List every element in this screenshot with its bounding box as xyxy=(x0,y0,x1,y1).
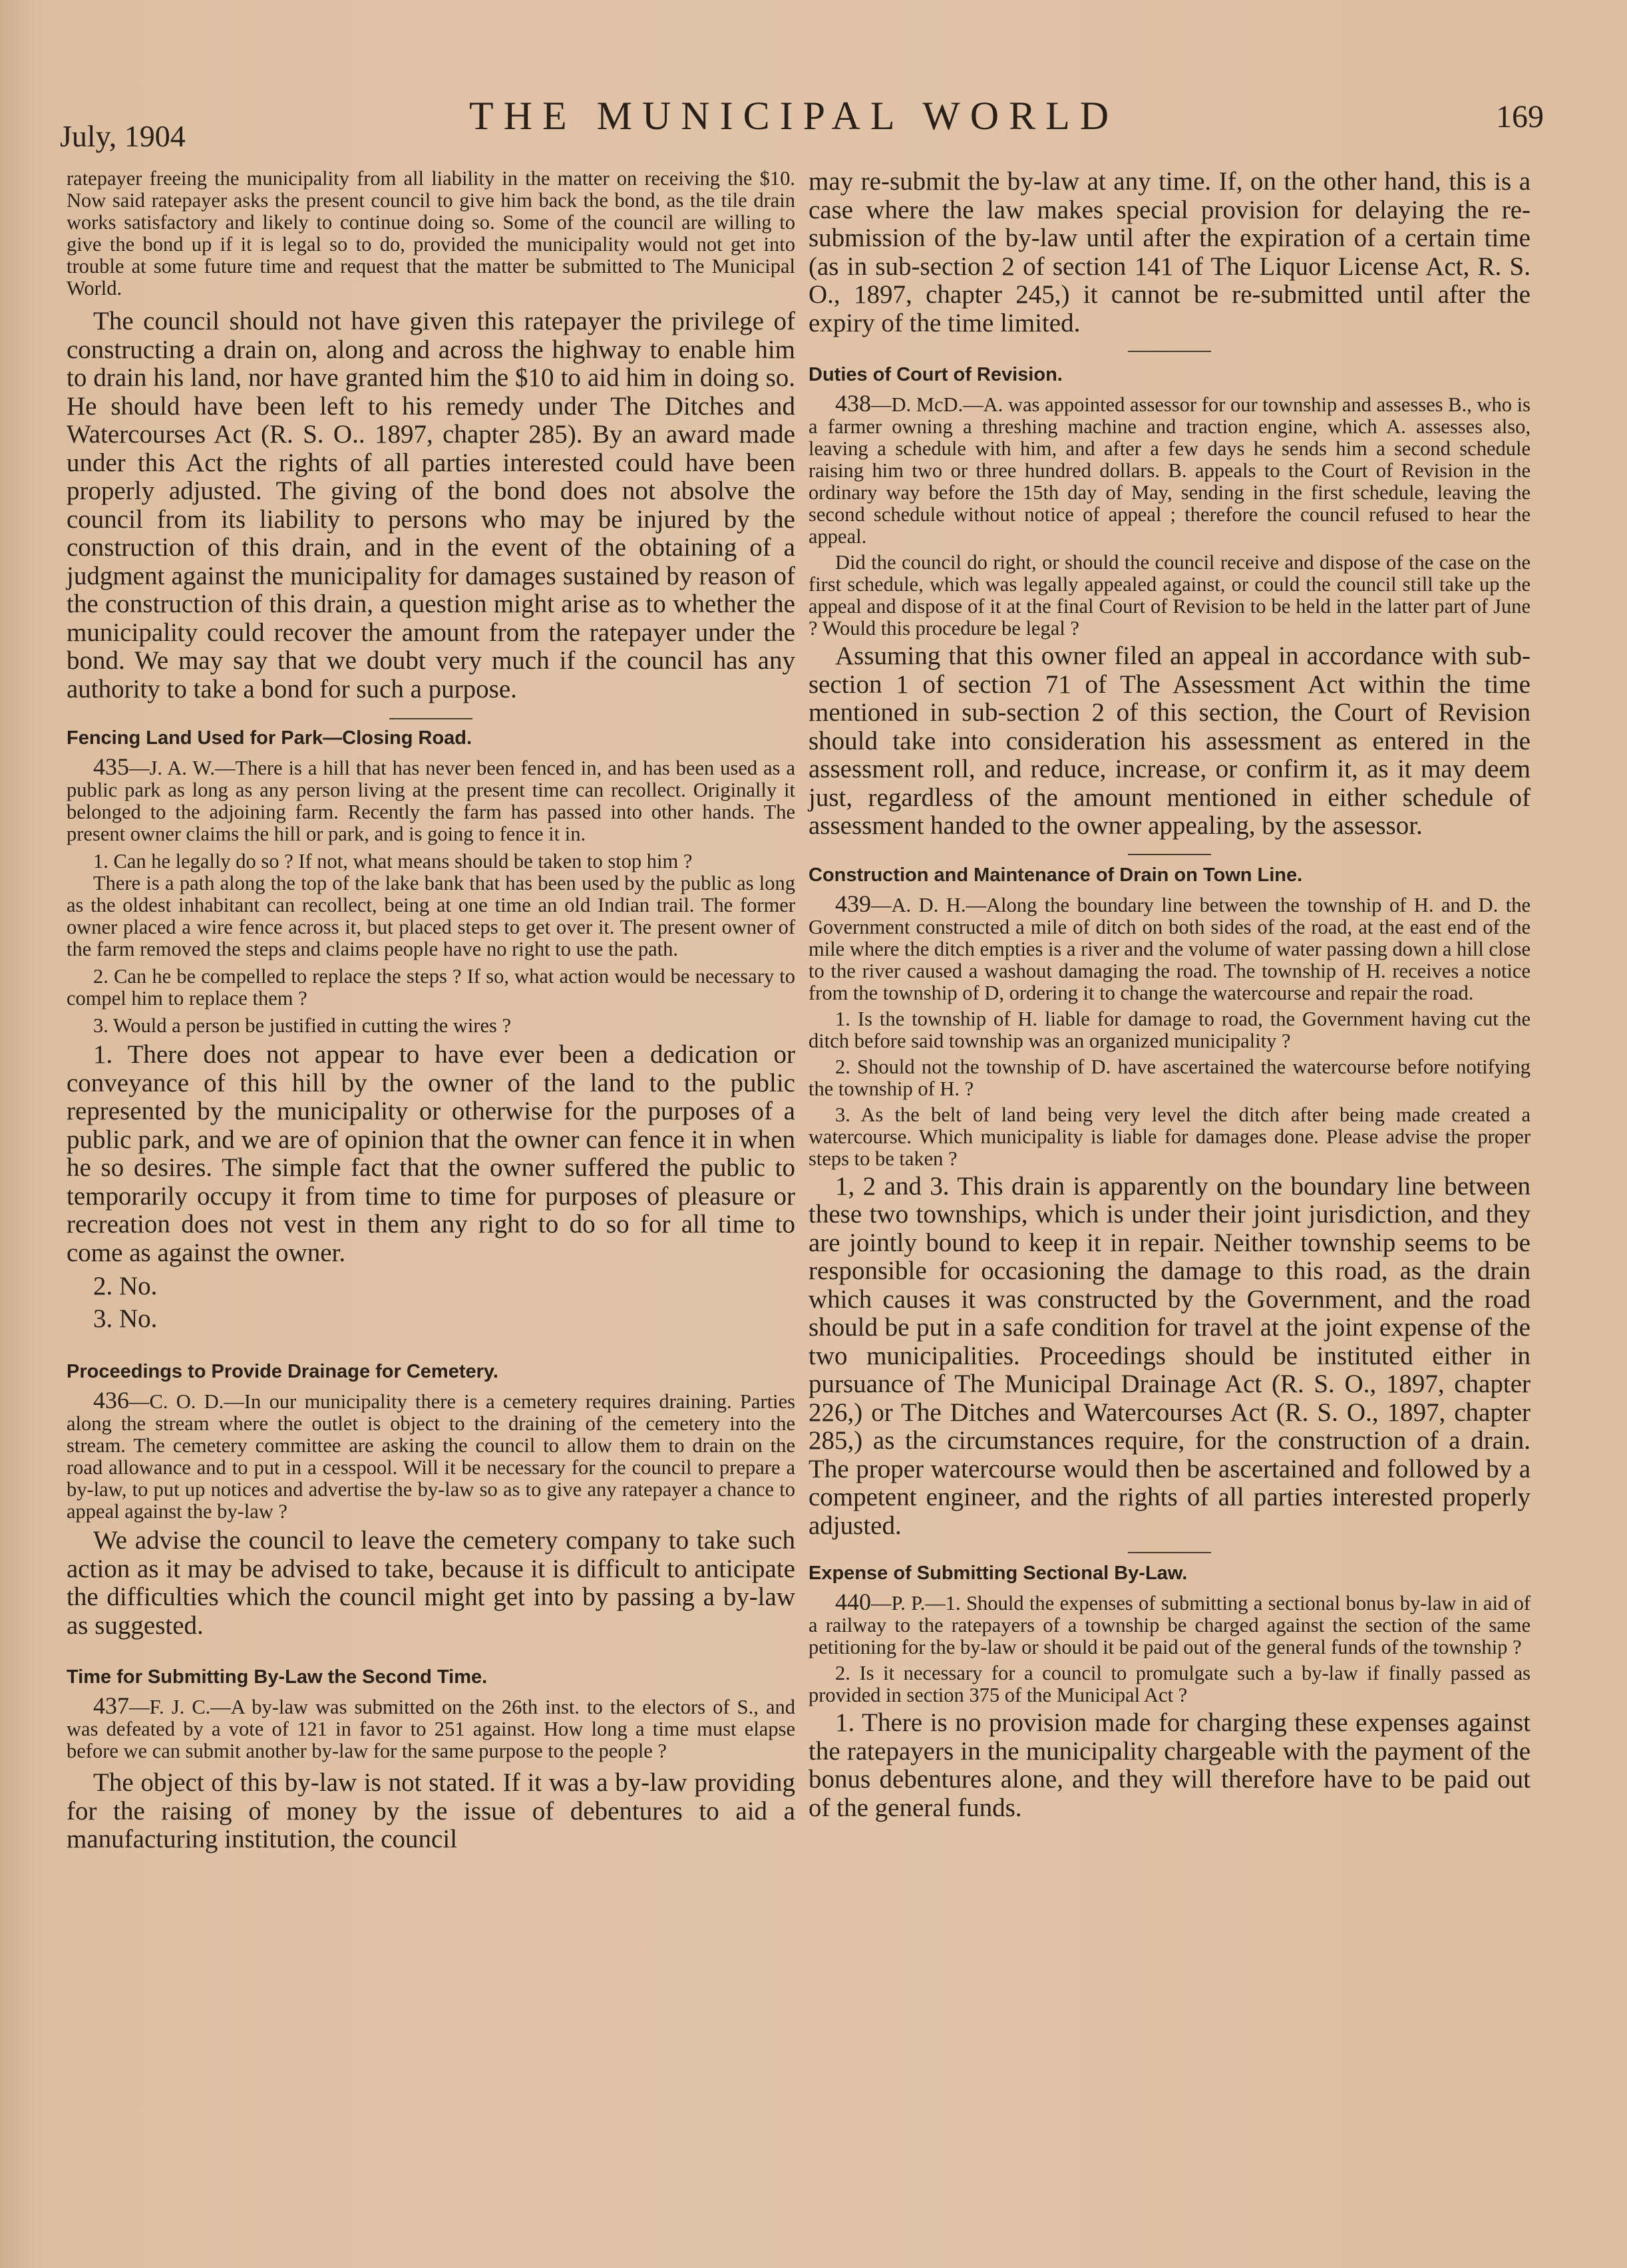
query-435 xyxy=(67,753,795,845)
question-number: 439 xyxy=(835,890,871,917)
query-text: —J. A. W.—There is a hill that has never been fenced in, and has been used as a public park as long as any person living at the present time can recollect. Originally it belonged to the adjoining farm. Recently the farm has passed into other hands. The present owner claims the hill or park, and is going to fence it in. xyxy=(67,757,795,845)
heading-438: Duties of Court of Revision. xyxy=(809,364,1063,385)
intro-answer: The council should not have given this ratepayer the privilege of constructing a drain on, along and across the highway to enable him to drain his land, nor have granted him the $10 to aid him in doing so. He should have been left to his remedy under The Ditches and Watercourses Act (R. S. O.. 1897, chapter 285). By an award made under this Act the rights of all parties interested could have been properly adjusted. The giving of the bond does not absolve the council from its liability to persons who may be injured by the construction of this drain, and in the event of the obtaining of a judgment against the municipality for damages sustained by reason of the construction of this drain, a question might arise as to whether the municipality could recover the amount from the ratepayer under the bond. We may say that we doubt very much if the council has any authority to take a bond for such a purpose. xyxy=(67,307,795,703)
heading-439: Construction and Maintenance of Drain on Town Line. xyxy=(809,864,1303,886)
query-439 xyxy=(809,890,1531,1004)
continued-answer: may re-submit the by-law at any time. If, on the other hand, this is a case where the law makes special provision for delaying the re-submission of the by-law until after the expiration of a certain time (as in sub-section 2 of section 141 of The Liquor License Act, R. S. O., 1897, chapter 245,) it cannot be re-submitted until after the expiry of the time limited. xyxy=(809,167,1531,337)
query-text: —C. O. D.—In our municipality there is a cemetery requires draining. Parties along the stream where the outlet is object to the draining of the cemetery into the stream. The cemetery committee are asking the council to allow them to drain on the road allowance and to put in a cesspool. Will it be necessary for the council to prepare a by-law, to put up notices and advertise the by-law so as to give any ratepayer a chance to appeal against the by-law ? xyxy=(67,1390,795,1523)
query-439-3: 3. As the belt of land being very level the ditch after being made created a watercourse. Which municipality is liable for damages done. Please advise the proper steps to be taken ? xyxy=(809,1103,1531,1170)
heading-440: Expense of Submitting Sectional By-Law. xyxy=(809,1563,1188,1584)
query-435-2: 2. Can he be compelled to replace the steps ? If so, what action would be necessary to compel him to replace them ? xyxy=(67,965,795,1010)
query-439-2: 2. Should not the township of D. have ascertained the watercourse before notifying the township of H. ? xyxy=(809,1055,1531,1100)
heading-437: Time for Submitting By-Law the Second Time. xyxy=(67,1666,488,1688)
query-text: —P. P.—1. Should the expenses of submitting a sectional bonus by-law in aid of a railway to the ratepayers of a township be charged against the section of the same petitioning for the by-law or should it be paid out of the general funds of the township ? xyxy=(809,1592,1531,1658)
answer-437: The object of this by-law is not stated. If it was a by-law providing for the raising of money by the issue of debentures to aid a manufacturing institution, the council xyxy=(67,1768,795,1853)
query-439-1: 1. Is the township of H. liable for damage to road, the Government having cut the ditch before said township was an organized municipality ? xyxy=(809,1007,1531,1052)
query-438-2: Did the council do right, or should the council receive and dispose of the case on the first schedule, which was legally appealed against, or could the council still take up the appeal and dispose of it at the final Court of Revision to be held in the latter part of June ? Would this procedure be legal ? xyxy=(809,551,1531,640)
heading-436: Proceedings to Provide Drainage for Cemetery. xyxy=(67,1361,498,1382)
answer-440: 1. There is no provision made for charging these expenses against the ratepayers in the municipality chargeable with the payment of the bonus debentures alone, and they will therefore have to be paid out of the general funds. xyxy=(809,1708,1531,1822)
query-text: —A. D. H.—Along the boundary line between the township of H. and D. the Government constructed a mile of ditch on both sides of the road, at the east end of the mile where the ditch empties is a river and the volume of water passing down a hill close to the river caused a washout damaging the road. The township of H. receives a notice from the township of D, ordering it to change the watercourse and repair the road. xyxy=(809,893,1531,1004)
answer-435-1: 1. There does not appear to have ever been a dedication or conveyance of this hill by the owner of the land to the public represented by the municipality or otherwise for the purposes of a public park, and we are of opinion that the owner can fence it in when he so desires. The simple fact that the owner suffered the public to temporarily occupy it from time to time for purposes of pleasure or recreation does not vest in them any right to do so for all time to come as against the owner. xyxy=(67,1040,795,1267)
query-435-3: 3. Would a person be justified in cutting the wires ? xyxy=(93,1014,512,1037)
intro-query: ratepayer freeing the municipality from all liability in the matter on receiving the $10. Now said ratepayer asks the present council to give him back the bond, as the tile drain works satisfactory and likely to continue doing so. Some of the council are willing to give the bond up if it is legal so to do, provided the municipality would not get into trouble at some future time and request that the matter be submitted to The Municipal World. xyxy=(67,167,795,299)
query-438 xyxy=(809,390,1531,548)
page-number: 169 xyxy=(1496,99,1544,134)
page-header xyxy=(60,93,1544,160)
answer-438: Assuming that this owner filed an appeal in accordance with sub-section 1 of section 71 of The Assessment Act within the time mentioned in sub-section 2 of this section, the Court of Revision should take into consideration his assessment as entered in the assessment roll, and reduce, increase, or confirm it, as it may deem just, regardless of the amount mentioned in either schedule of assessment handed to the owner appealing, by the assessor. xyxy=(809,642,1531,840)
question-number: 435 xyxy=(93,753,129,780)
publication-title: THE MUNICIPAL WORLD xyxy=(469,94,1119,138)
question-number: 438 xyxy=(835,390,871,417)
question-number: 436 xyxy=(93,1387,129,1414)
answer-439: 1, 2 and 3. This drain is apparently on the boundary line between these two townships, which is under their joint jurisdiction, and they are jointly bound to keep it in repair. Neither township seems to be responsible for occasioning the damage to this road, as the drain which causes it was constructed by the Government, and the road should be put in a safe condition for travel at the joint expense of the two municipalities. Proceedings should be instituted either in pursuance of The Municipal Drainage Act (R. S. O., 1897, chapter 226,) or The Ditches and Watercourses Act (R. S. O., 1897, chapter 285,) as the circumstances require, for the construction of a drain. The proper watercourse would then be ascertained and followed by a competent engineer, and the rights of all parties interested properly adjusted. xyxy=(809,1171,1531,1540)
answer-435-3: 3. No. xyxy=(93,1304,158,1333)
answer-436: We advise the council to leave the cemetery company to take such action as it may be advised to take, because it is difficult to anticipate the difficulties which the council might get into by passing a by-law as suggested. xyxy=(67,1526,795,1640)
right-column xyxy=(809,168,1531,1822)
query-text: —D. McD.—A. was appointed assessor for our township and assesses B., who is a farmer owning a threshing machine and traction engine, which A. assesses also, leaving a schedule with him, and after a few days he sends him a second schedule raising him two or three hundred dollars. B. appeals to the Court of Revision in the ordinary way before the 15th day of May, sending in the first schedule, leaving the second schedule without notice of appeal ; therefore the council refused to hear the appeal. xyxy=(809,393,1531,548)
left-column xyxy=(67,168,795,1854)
query-435-1: 1. Can he legally do so ? If not, what means should be taken to stop him ? xyxy=(93,850,693,872)
query-440-2: 2. Is it necessary for a council to promulgate such a by-law if finally passed as provided in section 375 of the Municipal Act ? xyxy=(809,1662,1531,1706)
answer-435-2: 2. No. xyxy=(93,1272,158,1300)
heading-435: Fencing Land Used for Park—Closing Road. xyxy=(67,727,472,749)
query-text: —F. J. C.—A by-law was submitted on the 26th inst. to the electors of S., and was defeated by a vote of 121 in favor to 251 against. How long a time must elapse before we can submit another by-law for the same purpose to the people ? xyxy=(67,1696,795,1762)
query-436 xyxy=(67,1387,795,1523)
query-437 xyxy=(67,1692,795,1762)
question-number: 440 xyxy=(835,1589,871,1615)
issue-date: July, 1904 xyxy=(60,119,186,153)
query-440-1 xyxy=(809,1591,1531,1658)
query-435-1b: There is a path along the top of the lake bank that has been used by the public as long as the oldest inhabitant can recollect, being at one time an old Indian trail. The former owner placed a wire fence across it, but placed steps to get over it. The present owner of the farm removed the steps and claims people have no right to use the path. xyxy=(67,872,795,960)
question-number: 437 xyxy=(93,1692,129,1719)
